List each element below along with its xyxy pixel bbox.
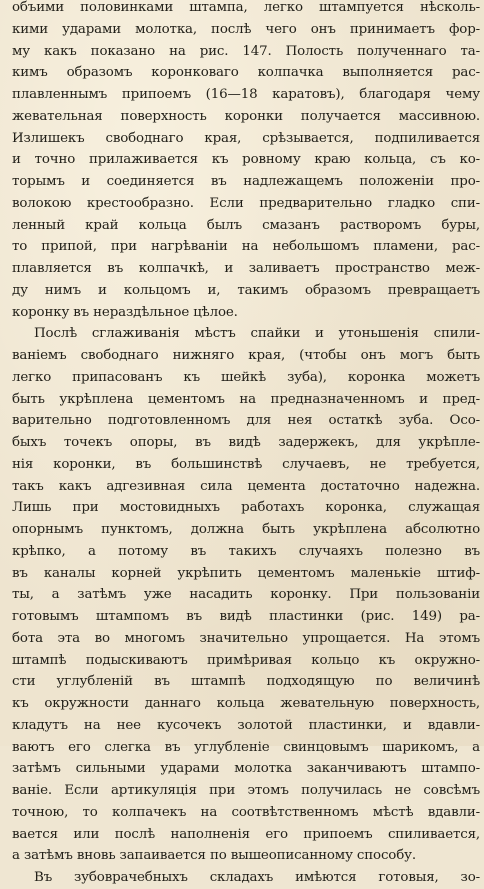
text-line: кими ударами молотка, послѣ чего онъ принимаетъ фор- bbox=[12, 21, 480, 37]
paragraph-3 bbox=[12, 867, 480, 889]
text-line: кимъ образомъ коронковаго колпачка выполняется рас- bbox=[12, 65, 480, 81]
text-line: объими половинками штампа, легко штампуется нѣсколь- bbox=[12, 0, 480, 15]
text-line: жевательная поверхность коронки получается массивною. bbox=[12, 108, 480, 124]
text-line: въ каналы корней укрѣпить цементомъ маленькіе штиф- bbox=[12, 565, 480, 581]
text-line: то припой, при нагрѣваніи на небольшомъ пламени, рас- bbox=[12, 239, 480, 255]
text-line: а затѣмъ вновь запаивается по вышеописанному способу. bbox=[12, 848, 416, 864]
paragraph-1 bbox=[12, 0, 480, 323]
text-line: готовымъ штампомъ въ видѣ пластинки (рис. 149) ра- bbox=[12, 609, 480, 624]
text-line: затѣмъ сильными ударами молотка заканчиваютъ штампо- bbox=[12, 761, 480, 777]
text-line: штампѣ подыскиваютъ примѣривая кольцо къ окружно- bbox=[12, 652, 480, 668]
text-line: крѣпко, а потому въ такихъ случаяхъ полезно въ bbox=[12, 543, 480, 559]
text-line: сти углубленій въ штампѣ подходящую по величинѣ bbox=[12, 674, 480, 690]
text-line: Послѣ сглаживанія мѣстъ спайки и утоньшенія спили- bbox=[34, 326, 480, 342]
text-line: плавленнымъ припоемъ (16—18 каратовъ), благодаря чему bbox=[12, 87, 480, 102]
text-line: нія коронки, въ большинствѣ случаевъ, не требуется, bbox=[12, 456, 480, 472]
text-line: ты, а затѣмъ уже насадить коронку. При пользованіи bbox=[12, 587, 480, 603]
text-line: бота эта во многомъ значительно упрощается. На этомъ bbox=[12, 630, 480, 646]
text-line: опорнымъ пунктомъ, должна быть укрѣплена абсолютно bbox=[12, 522, 480, 537]
text-line: ваютъ его слегка въ углубленіе свинцовымъ шарикомъ, а bbox=[12, 739, 480, 755]
paragraph-2 bbox=[12, 323, 480, 867]
text-line: такъ какъ адгезивная сила цемента достаточно надежна. bbox=[12, 478, 480, 494]
text-line: кладутъ на нее кусочекъ золотой пластинки, и вдавли- bbox=[12, 717, 480, 733]
text-line: ду нимъ и кольцомъ и, такимъ образомъ превращаетъ bbox=[12, 282, 480, 298]
text-line: точною, то колпачекъ на соотвѣтственномъ мѣстѣ вдавли- bbox=[12, 804, 480, 820]
text-line: торымъ и соединяется въ надлежащемъ положеніи про- bbox=[12, 174, 480, 189]
text-line: варительно подготовленномъ для нея остаткѣ зуба. Осо- bbox=[12, 413, 480, 429]
text-line: ваніемъ свободнаго нижняго края, (чтобы онъ могъ быть bbox=[12, 348, 480, 363]
text-line: ваніе. Если артикуляція при этомъ получилась не совсѣмъ bbox=[12, 783, 480, 798]
text-line: быхъ точекъ опоры, въ видѣ задержекъ, для укрѣпле- bbox=[12, 435, 480, 450]
text-line: къ окружности даннаго кольца жевательную поверхность, bbox=[12, 696, 480, 711]
text-line: волокою крестообразно. Если предварительно гладко спи- bbox=[12, 195, 480, 211]
text-line: Лишь при мостовидныхъ работахъ коронка, служащая bbox=[12, 500, 480, 516]
text-line: Въ зубоврачебныхъ складахъ имѣются готовыя, зо- bbox=[34, 870, 480, 885]
text-line: вается или послѣ наполненія его припоемъ спиливается, bbox=[12, 826, 480, 842]
page-text bbox=[12, 0, 480, 889]
text-line: коронку въ нераздѣльное цѣлое. bbox=[12, 304, 238, 320]
text-line: легко припасованъ къ шейкѣ зуба), коронка можетъ bbox=[12, 369, 480, 385]
text-line: и точно прилаживается къ ровному краю кольца, съ ко- bbox=[12, 152, 480, 168]
text-line: быть укрѣплена цементомъ на предназначенномъ и пред- bbox=[12, 391, 480, 407]
text-line: му какъ показано на рис. 147. Полость полученнаго та- bbox=[12, 43, 480, 59]
text-line: ленный край кольца былъ смазанъ растворомъ буры, bbox=[12, 217, 480, 233]
text-line: Излишекъ свободнаго края, срѣзывается, подпиливается bbox=[12, 130, 480, 146]
text-line: плавляется въ колпачкѣ, и заливаетъ пространство меж- bbox=[12, 261, 480, 276]
